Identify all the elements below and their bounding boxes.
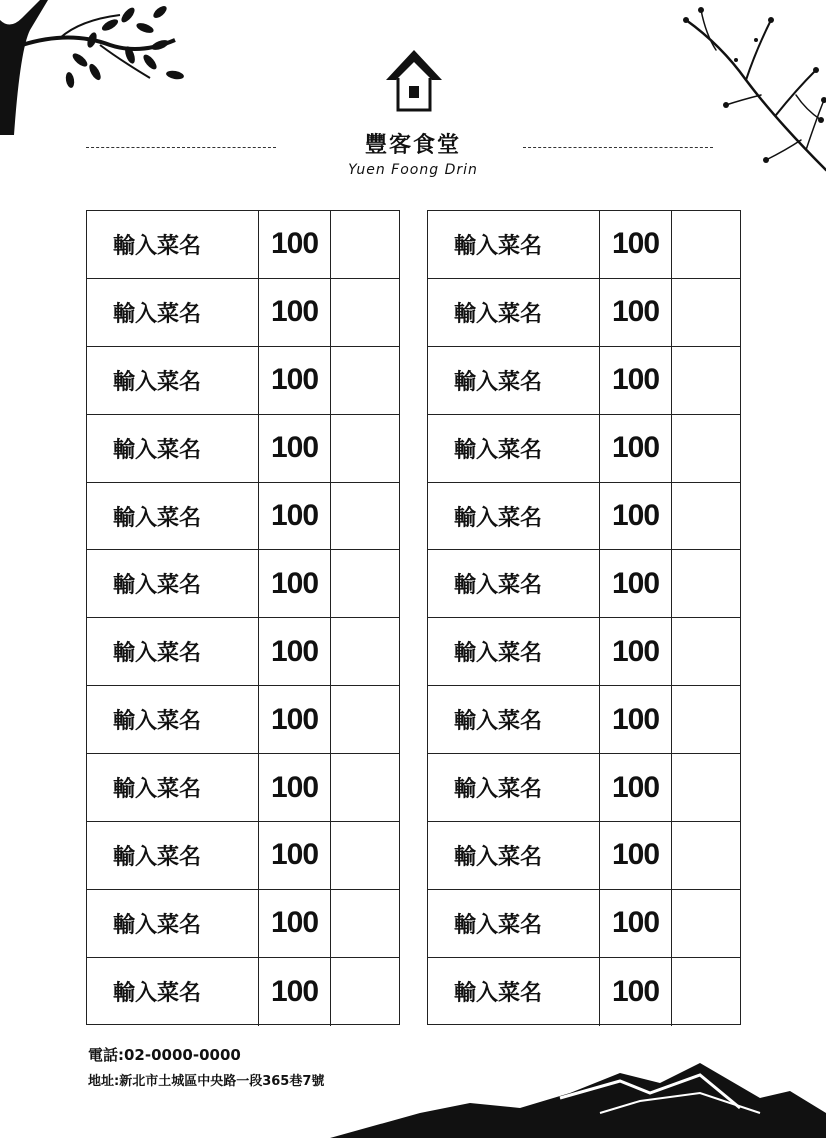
- menu-item-price: 100: [259, 211, 331, 278]
- menu-item-blank-cell: [672, 550, 740, 617]
- menu-item-name: 輸入菜名: [87, 279, 259, 346]
- menu-row: [428, 279, 740, 347]
- shop-name-title: 豐客食堂: [364, 132, 461, 158]
- menu-item-price: 100: [600, 211, 672, 278]
- menu-item-name: 輸入菜名: [87, 686, 259, 753]
- menu-item-price: 100: [600, 890, 672, 957]
- menu-item-name: 輸入菜名: [87, 618, 259, 685]
- menu-item-blank-cell: [331, 550, 399, 617]
- menu-item-price: 100: [600, 686, 672, 753]
- menu-item-name: 輸入菜名: [428, 211, 600, 278]
- menu-item-blank-cell: [672, 211, 740, 278]
- menu-item-name: 輸入菜名: [428, 890, 600, 957]
- menu-item-name: 輸入菜名: [87, 415, 259, 482]
- menu-row: [428, 483, 740, 551]
- menu-item-name: 輸入菜名: [87, 483, 259, 550]
- menu-item-name: 輸入菜名: [87, 211, 259, 278]
- menu-item-blank-cell: [331, 958, 399, 1026]
- menu-item-price: 100: [259, 415, 331, 482]
- menu-row: [87, 754, 399, 822]
- menu-item-price: 100: [259, 754, 331, 821]
- house-logo-icon: [384, 48, 444, 114]
- menu-item-price: 100: [259, 618, 331, 685]
- menu-item-blank-cell: [331, 618, 399, 685]
- menu-item-price: 100: [600, 415, 672, 482]
- menu-row: [428, 211, 740, 279]
- menu-item-name: 輸入菜名: [428, 822, 600, 889]
- menu-item-blank-cell: [331, 686, 399, 753]
- menu-item-name: 輸入菜名: [428, 279, 600, 346]
- menu-row: [428, 550, 740, 618]
- menu-row: [87, 415, 399, 483]
- menu-item-blank-cell: [331, 822, 399, 889]
- menu-item-price: 100: [259, 347, 331, 414]
- menu-item-price: 100: [600, 347, 672, 414]
- menu-item-price: 100: [600, 550, 672, 617]
- menu-table-left: [86, 210, 400, 1025]
- menu-row: [428, 415, 740, 483]
- menu-item-name: 輸入菜名: [87, 347, 259, 414]
- menu-item-blank-cell: [672, 686, 740, 753]
- menu-item-name: 輸入菜名: [428, 618, 600, 685]
- menu-item-blank-cell: [672, 890, 740, 957]
- menu-item-blank-cell: [672, 347, 740, 414]
- menu-item-name: 輸入菜名: [428, 347, 600, 414]
- menu-item-blank-cell: [331, 211, 399, 278]
- menu-row: [87, 279, 399, 347]
- menu-item-name: 輸入菜名: [428, 483, 600, 550]
- menu-item-price: 100: [259, 483, 331, 550]
- menu-row: [428, 822, 740, 890]
- menu-row: [428, 958, 740, 1026]
- menu-item-name: 輸入菜名: [87, 754, 259, 821]
- menu-item-price: 100: [600, 618, 672, 685]
- menu-row: [87, 211, 399, 279]
- menu-item-name: 輸入菜名: [87, 550, 259, 617]
- menu-item-blank-cell: [672, 958, 740, 1026]
- menu-row: [87, 618, 399, 686]
- menu-item-price: 100: [600, 279, 672, 346]
- contact-address: 地址:新北市土城區中央路一段365巷7號: [88, 1074, 325, 1089]
- menu-item-price: 100: [259, 890, 331, 957]
- menu-item-blank-cell: [672, 415, 740, 482]
- menu-item-name: 輸入菜名: [428, 686, 600, 753]
- contact-phone: 電話:02-0000-0000: [88, 1046, 241, 1064]
- menu-item-name: 輸入菜名: [428, 415, 600, 482]
- menu-item-name: 輸入菜名: [87, 958, 259, 1026]
- menu-item-price: 100: [259, 279, 331, 346]
- menu-row: [87, 686, 399, 754]
- menu-item-blank-cell: [331, 347, 399, 414]
- menu-item-price: 100: [259, 958, 331, 1026]
- menu-item-price: 100: [259, 822, 331, 889]
- menu-row: [428, 618, 740, 686]
- menu-row: [87, 890, 399, 958]
- menu-item-price: 100: [600, 958, 672, 1026]
- menu-row: [87, 483, 399, 551]
- menu-item-price: 100: [600, 822, 672, 889]
- menu-item-blank-cell: [331, 483, 399, 550]
- menu-item-blank-cell: [331, 754, 399, 821]
- menu-item-blank-cell: [672, 822, 740, 889]
- menu-item-price: 100: [259, 550, 331, 617]
- menu-item-name: 輸入菜名: [428, 754, 600, 821]
- menu-item-name: 輸入菜名: [428, 958, 600, 1026]
- mountain-silhouette-illustration: [0, 1053, 826, 1138]
- menu-item-price: 100: [259, 686, 331, 753]
- menu-item-name: 輸入菜名: [87, 822, 259, 889]
- menu-row: [87, 958, 399, 1026]
- menu-row: [428, 754, 740, 822]
- menu-row: [87, 550, 399, 618]
- menu-row: [428, 686, 740, 754]
- menu-item-blank-cell: [331, 279, 399, 346]
- menu-item-name: 輸入菜名: [87, 890, 259, 957]
- menu-item-name: 輸入菜名: [428, 550, 600, 617]
- menu-row: [87, 347, 399, 415]
- menu-item-blank-cell: [672, 754, 740, 821]
- menu-item-blank-cell: [672, 618, 740, 685]
- menu-item-blank-cell: [672, 483, 740, 550]
- menu-row: [428, 890, 740, 958]
- menu-item-blank-cell: [331, 890, 399, 957]
- menu-item-blank-cell: [331, 415, 399, 482]
- menu-row: [87, 822, 399, 890]
- shop-english-subtitle: Yuen Foong Drin: [348, 162, 478, 178]
- menu-item-blank-cell: [672, 279, 740, 346]
- tree-branch-left-illustration: [0, 0, 200, 135]
- menu-row: [428, 347, 740, 415]
- menu-table-right: [427, 210, 741, 1025]
- menu-item-price: 100: [600, 754, 672, 821]
- menu-item-price: 100: [600, 483, 672, 550]
